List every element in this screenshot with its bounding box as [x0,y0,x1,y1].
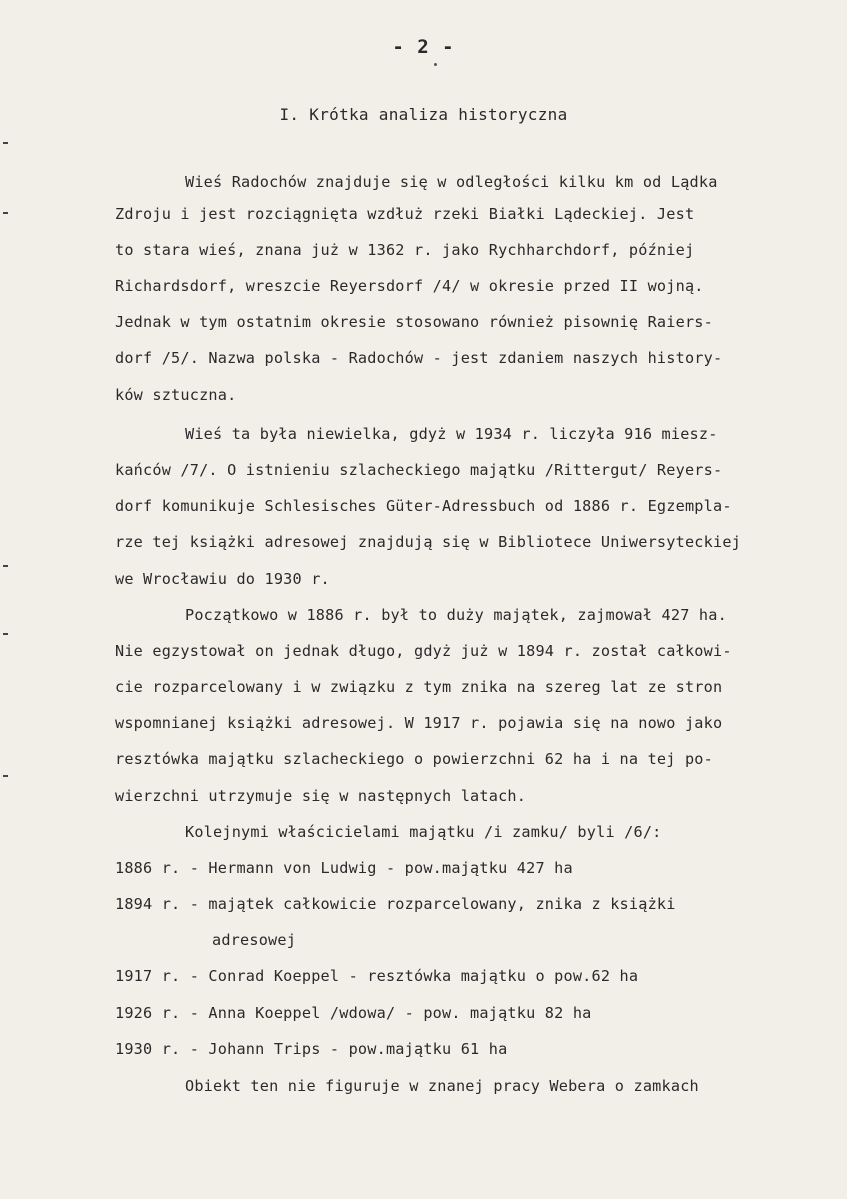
owners-intro-line: Kolejnymi właścicielami majątku /i zamku/ byli /6/: [185,823,662,841]
paragraph-line: wierzchni utrzymuje się w następnych latach. [115,787,527,805]
paragraph-line: Zdroju i jest rozciągnięta wzdłuż rzeki Białki Lądeckiej. Jest [115,205,695,223]
paragraph-line: we Wrocławiu do 1930 r. [115,570,330,588]
paragraph-line: resztówka majątku szlacheckiego o powierzchni 62 ha i na tej po- [115,750,713,768]
paragraph-line: Wieś ta była niewielka, gdyż w 1934 r. liczyła 916 miesz- [185,425,718,443]
margin-mark [3,565,8,567]
section-heading: I. Krótka analiza historyczna [279,105,568,124]
paragraph-line: Richardsdorf, wreszcie Reyersdorf /4/ w okresie przed II wojną. [115,277,704,295]
margin-mark [3,633,8,635]
owner-entry: 1917 r. - Conrad Koeppel - resztówka majątku o pow.62 ha [115,967,639,985]
owner-entry: 1894 r. - majątek całkowicie rozparcelowany, znika z książki [115,895,676,913]
paragraph-line: wspomnianej książki adresowej. W 1917 r. pojawia się na nowo jako [115,714,723,732]
paragraph-line: Wieś Radochów znajduje się w odległości kilku km od Lądka [185,173,718,191]
owner-entry-continuation: adresowej [212,931,297,949]
paragraph-line: Jednak w tym ostatnim okresie stosowano również pisownię Raiers- [115,313,713,331]
paragraph-line: ków sztuczna. [115,386,237,404]
ink-dot [434,63,437,66]
margin-mark [3,775,8,777]
owner-entry: 1886 r. - Hermann von Ludwig - pow.majątku 427 ha [115,859,573,877]
owner-entry: 1930 r. - Johann Trips - pow.majątku 61 ha [115,1040,508,1058]
margin-mark [3,212,8,214]
paragraph-line: to stara wieś, znana już w 1362 r. jako Rychharchdorf, później [115,241,695,259]
paragraph-line: cie rozparcelowany i w związku z tym znika na szereg lat ze stron [115,678,723,696]
paragraph-line: Obiekt ten nie figuruje w znanej pracy Webera o zamkach [185,1077,699,1095]
paragraph-line: Początkowo w 1886 r. był to duży majątek, zajmował 427 ha. [185,606,727,624]
paragraph-line: dorf komunikuje Schlesisches Güter-Adressbuch od 1886 r. Egzempla- [115,497,732,515]
margin-mark [3,142,8,144]
paragraph-line: rze tej książki adresowej znajdują się w Bibliotece Uniwersyteckiej [115,533,742,551]
page-number: - 2 - [392,36,455,58]
paragraph-line: kańców /7/. O istnieniu szlacheckiego majątku /Rittergut/ Reyers- [115,461,723,479]
paragraph-line: Nie egzystował on jednak długo, gdyż już w 1894 r. został całkowi- [115,642,732,660]
paragraph-line: dorf /5/. Nazwa polska - Radochów - jest zdaniem naszych history- [115,349,723,367]
owner-entry: 1926 r. - Anna Koeppel /wdowa/ - pow. majątku 82 ha [115,1004,592,1022]
